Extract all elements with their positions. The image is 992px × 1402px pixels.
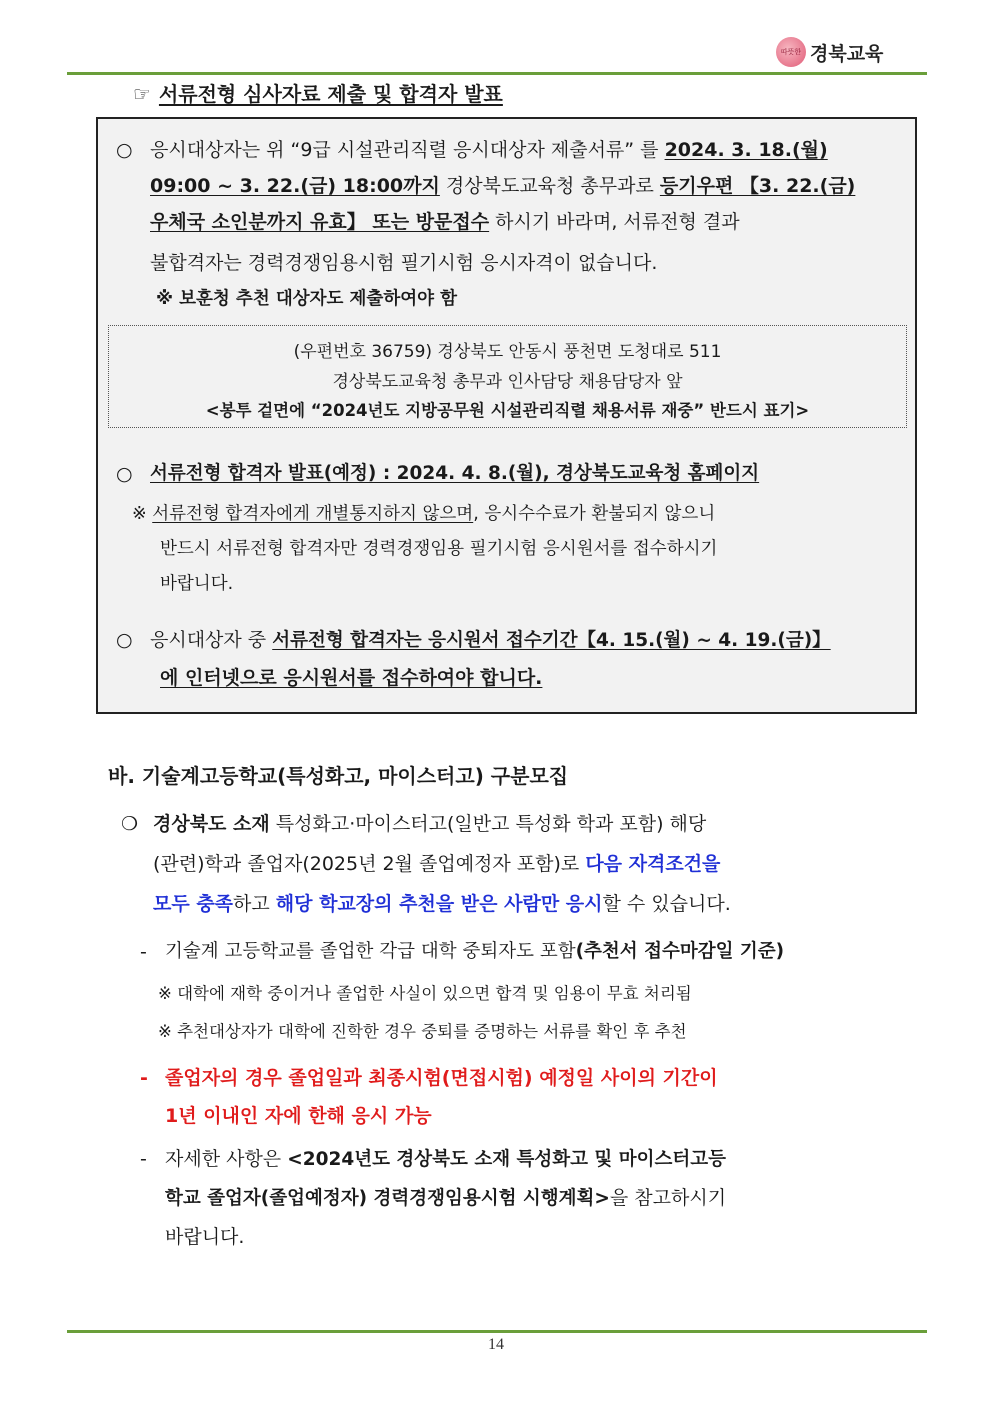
header-logo [776, 36, 926, 68]
bullet-circle: ○ [116, 463, 133, 485]
text: 응시대상자 중 [150, 629, 273, 651]
bullet-circle: ○ [116, 629, 133, 651]
highlight-blue: 해당 학교장의 추천을 받은 사람만 응시 [275, 893, 603, 915]
text: 을 참고하시기 [609, 1187, 727, 1209]
plan-title: 학교 졸업자(졸업예정자) 경력경쟁임용시험 시행계획> [165, 1188, 610, 1209]
logo-emblem-icon [776, 37, 806, 67]
text: 기술계 고등학교를 졸업한 각급 대학 중퇴자도 포함 [165, 941, 576, 962]
logo-small-text: 따뜻한 [780, 48, 802, 56]
main-p1-line2 [153, 855, 720, 874]
box-p1-note: ※ 보훈청 추천 대상자도 제출하여야 함 [156, 289, 458, 309]
note-2: ※ 추천대상자가 대학에 진학한 경우 중퇴를 증명하는 서류를 확인 후 추천 [158, 1022, 687, 1041]
text: 경상북도교육청 총무과로 [439, 175, 660, 197]
location: 경상북도 소재 [153, 813, 270, 835]
text: , 응시수수료가 환불되지 않으니 [473, 504, 716, 524]
note-mark: ※ [132, 504, 153, 524]
main-d3-line3: 바랍니다. [165, 1226, 245, 1248]
page-number: 14 [488, 1336, 504, 1353]
text: 하시기 바라며, 서류전형 결과 [489, 211, 740, 233]
date-start: 2024. 3. 18.(월) [664, 139, 828, 161]
text: 특성화고·마이스터고(일반고 특성화 학과 포함) 해당 [269, 813, 707, 835]
address-line2: 경상북도교육청 총무과 인사담당 채용담당자 앞 [332, 372, 683, 392]
highlight-blue: 모두 충족 [153, 893, 234, 915]
main-p1-line1 [153, 815, 706, 834]
main-d2-line1: 졸업자의 경우 졸업일과 최종시험(면접시험) 예정일 사이의 기간이 [165, 1067, 718, 1089]
main-p1-line3 [153, 895, 731, 914]
text: 하고 [233, 893, 276, 915]
box-p1-line4: 불합격자는 경력경쟁임용시험 필기시험 응시자격이 없습니다. [150, 252, 658, 274]
main-d3-line2 [165, 1189, 726, 1209]
application-period: 서류전형 합격자는 응시원서 접수기간【4. 15.(월) ~ 4. 19.(금)】 [272, 630, 831, 651]
box-p3-line2: 에 인터넷으로 응시원서를 접수하여야 합니다. [160, 667, 543, 689]
main-d2-line2: 1년 이내인 자에 한해 응시 가능 [165, 1105, 432, 1127]
pointing-hand-icon: ☞ [133, 82, 151, 106]
postmark-note: 우체국 소인분까지 유효】 또는 방문접수 [150, 211, 490, 233]
box-p3-line1 [150, 631, 831, 651]
box-p1-line2 [150, 177, 855, 196]
text: 자세한 사항은 [165, 1148, 288, 1170]
bullet-circle: ○ [116, 139, 133, 161]
no-individual-notice: 서류전형 합격자에게 개별통지하지 않으며 [152, 504, 474, 524]
section-title-text: 서류전형 심사자료 제출 및 합격자 발표 [158, 82, 503, 106]
date-range: 09:00 ~ 3. 22.(금) 18:00까지 [150, 175, 440, 197]
section-title [133, 78, 503, 107]
address-line3: <봉투 겉면에 “2024년도 지방공무원 시설관리직렬 채용서류 재중” 반드시 표기> [205, 401, 810, 420]
address-line1: (우편번호 36759) 경상북도 안동시 풍천면 도청대로 511 [293, 342, 722, 362]
address-box [108, 325, 907, 428]
registered-mail: 등기우편 【3. 22.(금) [659, 175, 856, 197]
box-p2-note-line3: 바랍니다. [160, 574, 234, 594]
logo-text: 경북교육 [810, 42, 884, 65]
box-p2-note-line1 [132, 506, 715, 524]
text: (관련)학과 졸업자(2025년 2월 졸업예정자 포함)로 [153, 853, 586, 875]
box-p2-note-line2: 반드시 서류전형 합격자만 경력경쟁임용 필기시험 응시원서를 접수하시기 [160, 539, 718, 559]
dash-marker: - [140, 1148, 147, 1170]
box-p1-line1 [150, 141, 828, 160]
deadline-basis: (추천서 접수마감일 기준) [575, 941, 785, 962]
announcement-line: 서류전형 합격자 발표(예정) : 2024. 4. 8.(월), 경상북도교육청 홈페이지 [150, 463, 760, 484]
header-rule [67, 72, 927, 75]
dash-marker: - [140, 1067, 148, 1089]
highlight-blue: 다음 자격조건을 [585, 853, 721, 875]
main-d3-line1 [165, 1150, 726, 1170]
dash-marker: - [140, 941, 147, 963]
section-heading: 바. 기술계고등학교(특성화고, 마이스터고) 구분모집 [108, 764, 569, 788]
text: 할 수 있습니다. [602, 893, 731, 915]
box-p1-line3 [150, 213, 740, 232]
footer-rule [67, 1330, 927, 1333]
note-1: ※ 대학에 재학 중이거나 졸업한 사실이 있으면 합격 및 임용이 무효 처리됨 [158, 984, 692, 1003]
main-d1-line [165, 943, 784, 962]
text: 응시대상자는 위 “9급 시설관리직렬 응시대상자 제출서류” 를 [150, 139, 665, 161]
bullet-hollow: ❍ [121, 813, 139, 835]
plan-title: <2024년도 경상북도 소재 특성화고 및 마이스터고등 [287, 1149, 726, 1170]
